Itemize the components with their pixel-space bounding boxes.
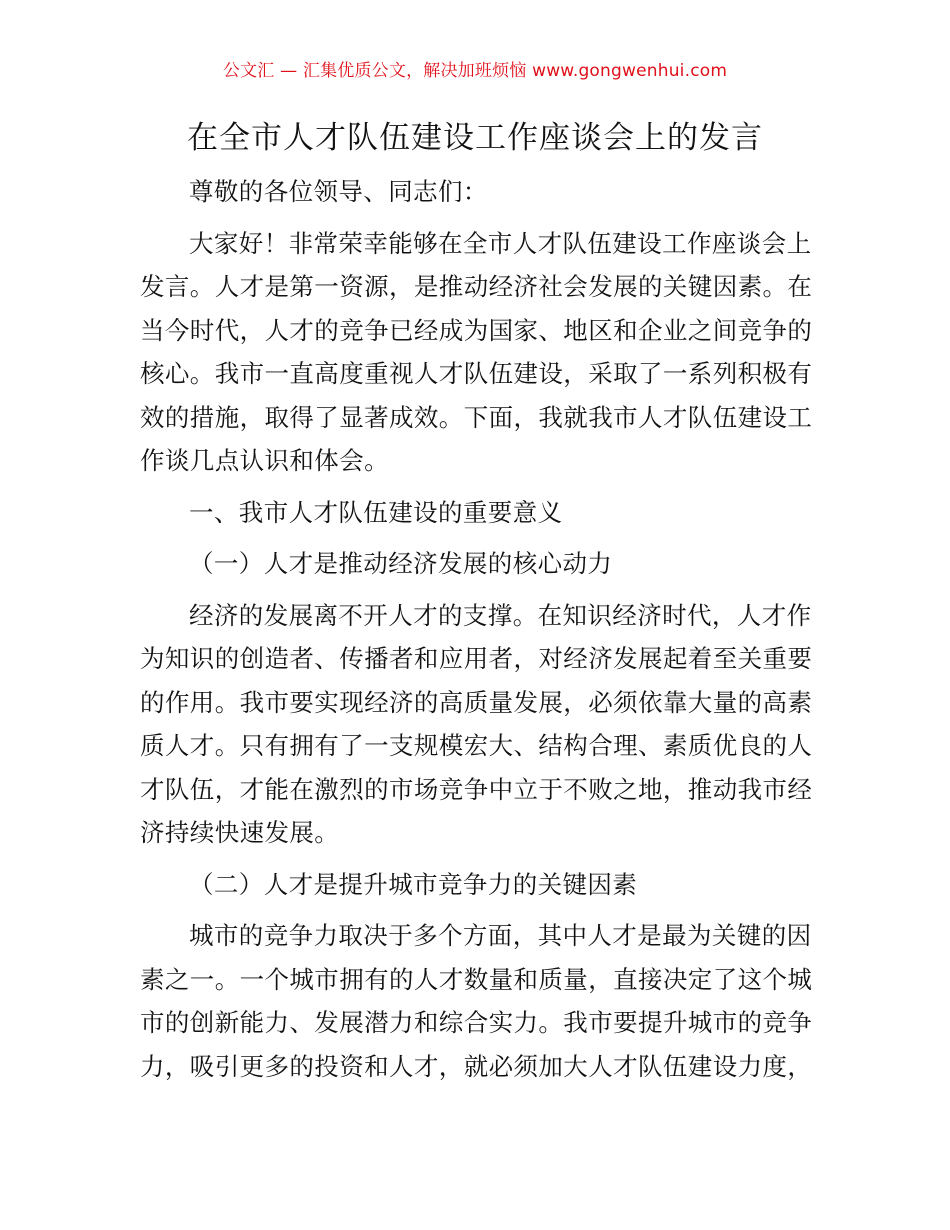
paragraph-line: 发言。人才是第一资源，是推动经济社会发展的关键因素。在 [140, 272, 813, 301]
document-body [140, 170, 815, 1088]
subsection-1-paragraph [140, 594, 815, 855]
paragraph-line: 作谈几点认识和体会。 [140, 446, 389, 475]
paragraph-line: 效的措施，取得了显著成效。下面，我就我市人才队伍建设工 [140, 402, 813, 432]
paragraph-line: 质人才。只有拥有了一支规模宏大、结构合理、素质优良的人 [140, 731, 813, 760]
salutation: 尊敬的各位领导、同志们： [189, 177, 488, 206]
paragraph-line: 的作用。我市要实现经济的高质量发展，必须依靠大量的高素 [140, 687, 813, 717]
subsection-heading: （二）人才是提升城市竞争力的关键因素 [189, 869, 638, 899]
paragraph-line: 核心。我市一直高度重视人才队伍建设，采取了一系列积极有 [140, 359, 813, 388]
document-title: 在全市人才队伍建设工作座谈会上的发言 [187, 120, 763, 156]
paragraph-line: 为知识的创造者、传播者和应用者，对经济发展起着至关重要 [140, 644, 813, 673]
paragraph-line: 济持续快速发展。 [140, 818, 340, 847]
paragraph-line: 才队伍，才能在激烈的市场竞争中立于不败之地，推动我市经 [140, 774, 813, 804]
intro-paragraph [140, 222, 815, 483]
paragraph-line: 大家好！非常荣幸能够在全市人才队伍建设工作座谈会上 [189, 228, 812, 258]
website-banner: 公文汇 — 汇集优质公文，解决加班烦恼 www.gongwenhui.com [222, 61, 728, 81]
paragraph-line: 市的创新能力、发展潜力和综合实力。我市要提升城市的竞争 [140, 1008, 813, 1037]
paragraph-line: 力，吸引更多的投资和人才，就必须加大人才队伍建设力度， [140, 1051, 813, 1081]
paragraph-line: 经济的发展离不开人才的支撑。在知识经济时代，人才作 [189, 600, 812, 630]
section-heading: 一、我市人才队伍建设的重要意义 [189, 497, 563, 527]
subsection-2-paragraph [140, 914, 815, 1088]
subsection-heading: （一）人才是推动经济发展的核心动力 [189, 549, 613, 578]
paragraph-line: 当今时代，人才的竞争已经成为国家、地区和企业之间竞争的 [140, 315, 813, 345]
paragraph-line: 素之一。一个城市拥有的人才数量和质量，直接决定了这个城 [140, 964, 813, 994]
paragraph-line: 城市的竞争力取决于多个方面，其中人才是最为关键的因 [189, 921, 812, 950]
